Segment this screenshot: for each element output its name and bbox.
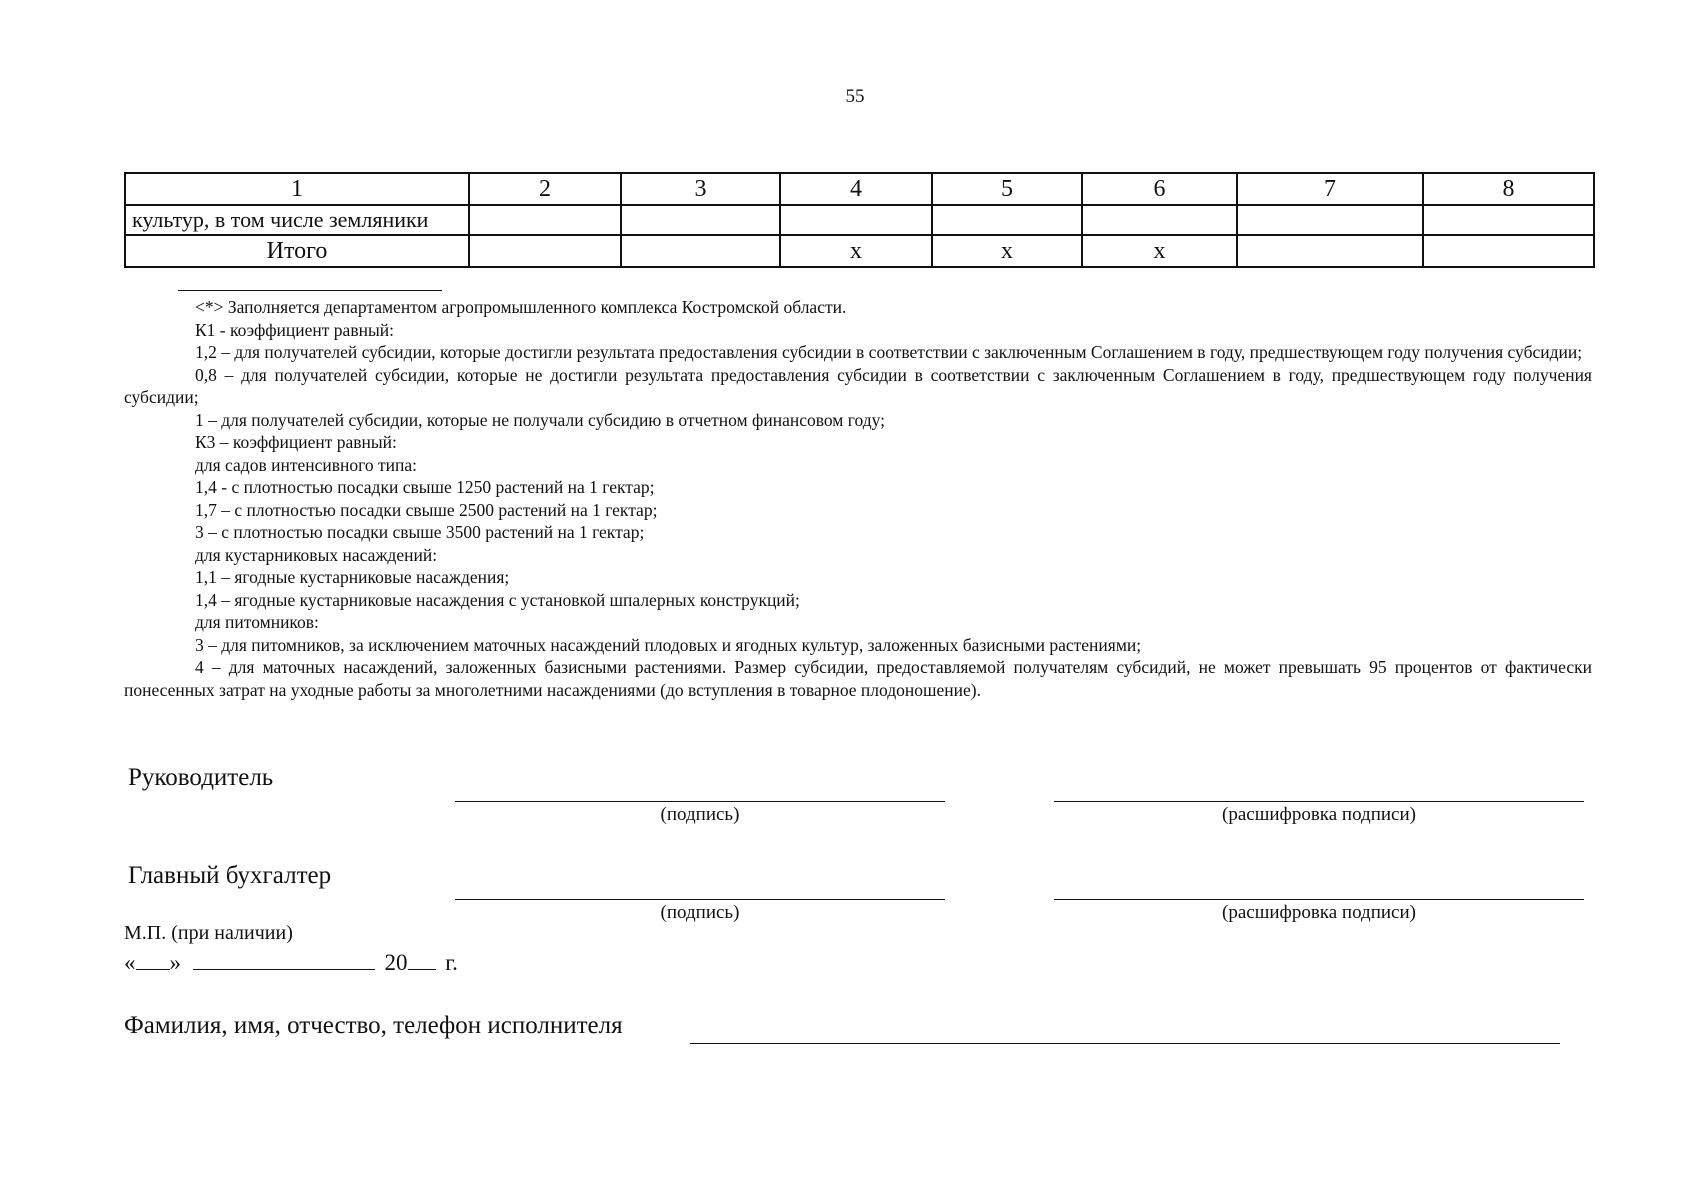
table-cell: [469, 205, 621, 235]
footnote-paragraph: 1 – для получателей субсидии, которые не получали субсидию в отчетном финансовом году;: [195, 409, 886, 430]
column-header: 4: [780, 173, 932, 205]
footnote-paragraph: 1,4 - с плотностью посадки свыше 1250 растений на 1 гектар;: [195, 477, 655, 497]
table-cell: [780, 205, 932, 235]
table-cell: культур, в том числе земляники: [125, 205, 469, 235]
footnote-paragraph: К1 - коэффициент равный:: [195, 319, 394, 340]
table-cell: [1423, 235, 1594, 267]
table-cell: х: [932, 235, 1082, 267]
data-table: [124, 172, 1595, 268]
table-cell: [1082, 205, 1237, 235]
column-header: 1: [125, 173, 469, 205]
table-cell: [621, 235, 780, 267]
column-header: 5: [932, 173, 1082, 205]
table-cell: [1237, 235, 1423, 267]
table-cell: х: [780, 235, 932, 267]
date-close-quote: »: [169, 950, 181, 975]
table-cell: [932, 205, 1082, 235]
accountant-decoding-caption: (расшифровка подписи): [1222, 902, 1416, 923]
footnote-paragraph: 1,1 – ягодные кустарниковые насаждения;: [195, 567, 510, 587]
date-open-quote: «: [124, 950, 136, 975]
table-cell: [1237, 205, 1423, 235]
column-header: 3: [621, 173, 780, 205]
head-signature-line: [455, 801, 945, 802]
page-number: 55: [845, 86, 865, 107]
head-decoding-line: [1054, 801, 1584, 802]
column-header: 6: [1082, 173, 1237, 205]
head-signature-caption: (подпись): [660, 804, 740, 825]
date-line: [124, 950, 458, 976]
table-cell: [621, 205, 780, 235]
year-suffix: г.: [445, 950, 458, 975]
footnote-paragraph: 1,2 – для получателей субсидии, которые достигли результата предоставления субсидии в соответствии с заключенным Соглашением в году, предшествующем году получения субсидии;: [195, 342, 1583, 362]
footnote-paragraph: 0,8 – для получателей субсидии, которые не достигли результата предоставления субсидии в соответствии с заключенным Соглашением в году, предшествующем году получения субсидии;: [124, 364, 1592, 407]
footnote-paragraph: 1,7 – с плотностью посадки свыше 2500 растений на 1 гектар;: [195, 499, 658, 520]
executor-label: Фамилия, имя, отчество, телефон исполнителя: [124, 1012, 623, 1039]
accountant-signature-caption: (подпись): [660, 902, 740, 923]
day-blank: [136, 951, 170, 970]
year-blank: [408, 951, 436, 970]
executor-line: [690, 1043, 1560, 1044]
footnote-paragraph: <*> Заполняется департаментом агропромышленного комплекса Костромской области.: [195, 297, 847, 317]
footnote-paragraph: для питомников:: [195, 612, 319, 632]
footnote-paragraph: для кустарниковых насаждений:: [195, 544, 438, 565]
stamp-place: М.П. (при наличии): [124, 922, 293, 944]
table-cell: х: [1082, 235, 1237, 267]
head-decoding-caption: (расшифровка подписи): [1222, 804, 1416, 825]
footnote-paragraph: К3 – коэффициент равный:: [195, 432, 397, 452]
footnote-divider: [178, 290, 442, 291]
accountant-label: Главный бухгалтер: [128, 862, 332, 889]
month-blank: [193, 951, 375, 970]
table-row-total: [125, 235, 1594, 267]
footnote-paragraph: для садов интенсивного типа:: [195, 454, 417, 475]
table-header-row: [125, 173, 1594, 205]
table-cell: Итого: [125, 235, 469, 267]
footnote-paragraph: 1,4 – ягодные кустарниковые насаждения с установкой шпалерных конструкций;: [195, 589, 800, 610]
table-cell: [469, 235, 621, 267]
table-row: [125, 205, 1594, 235]
footnote-paragraph: 3 – с плотностью посадки свыше 3500 растений на 1 гектар;: [195, 522, 645, 542]
footnote-paragraph: 4 – для маточных насаждений, заложенных базисными растениями. Размер субсидии, предоставляемой получателям субсидий, не может превышать 95 процентов от фактически понесенных затрат на уходные работы за многолетними насаждениями (до вступления в товарное плодоношение).: [124, 657, 1592, 700]
table-cell: [1423, 205, 1594, 235]
footnotes: [124, 296, 1592, 701]
column-header: 2: [469, 173, 621, 205]
accountant-decoding-line: [1054, 899, 1584, 900]
accountant-signature-line: [455, 899, 945, 900]
footnote-paragraph: 3 – для питомников, за исключением маточных насаждений плодовых и ягодных культур, заложенных базисными растениями;: [195, 634, 1142, 655]
column-header: 7: [1237, 173, 1423, 205]
column-header: 8: [1423, 173, 1594, 205]
year-prefix: 20: [384, 950, 408, 975]
head-label: Руководитель: [128, 764, 274, 791]
